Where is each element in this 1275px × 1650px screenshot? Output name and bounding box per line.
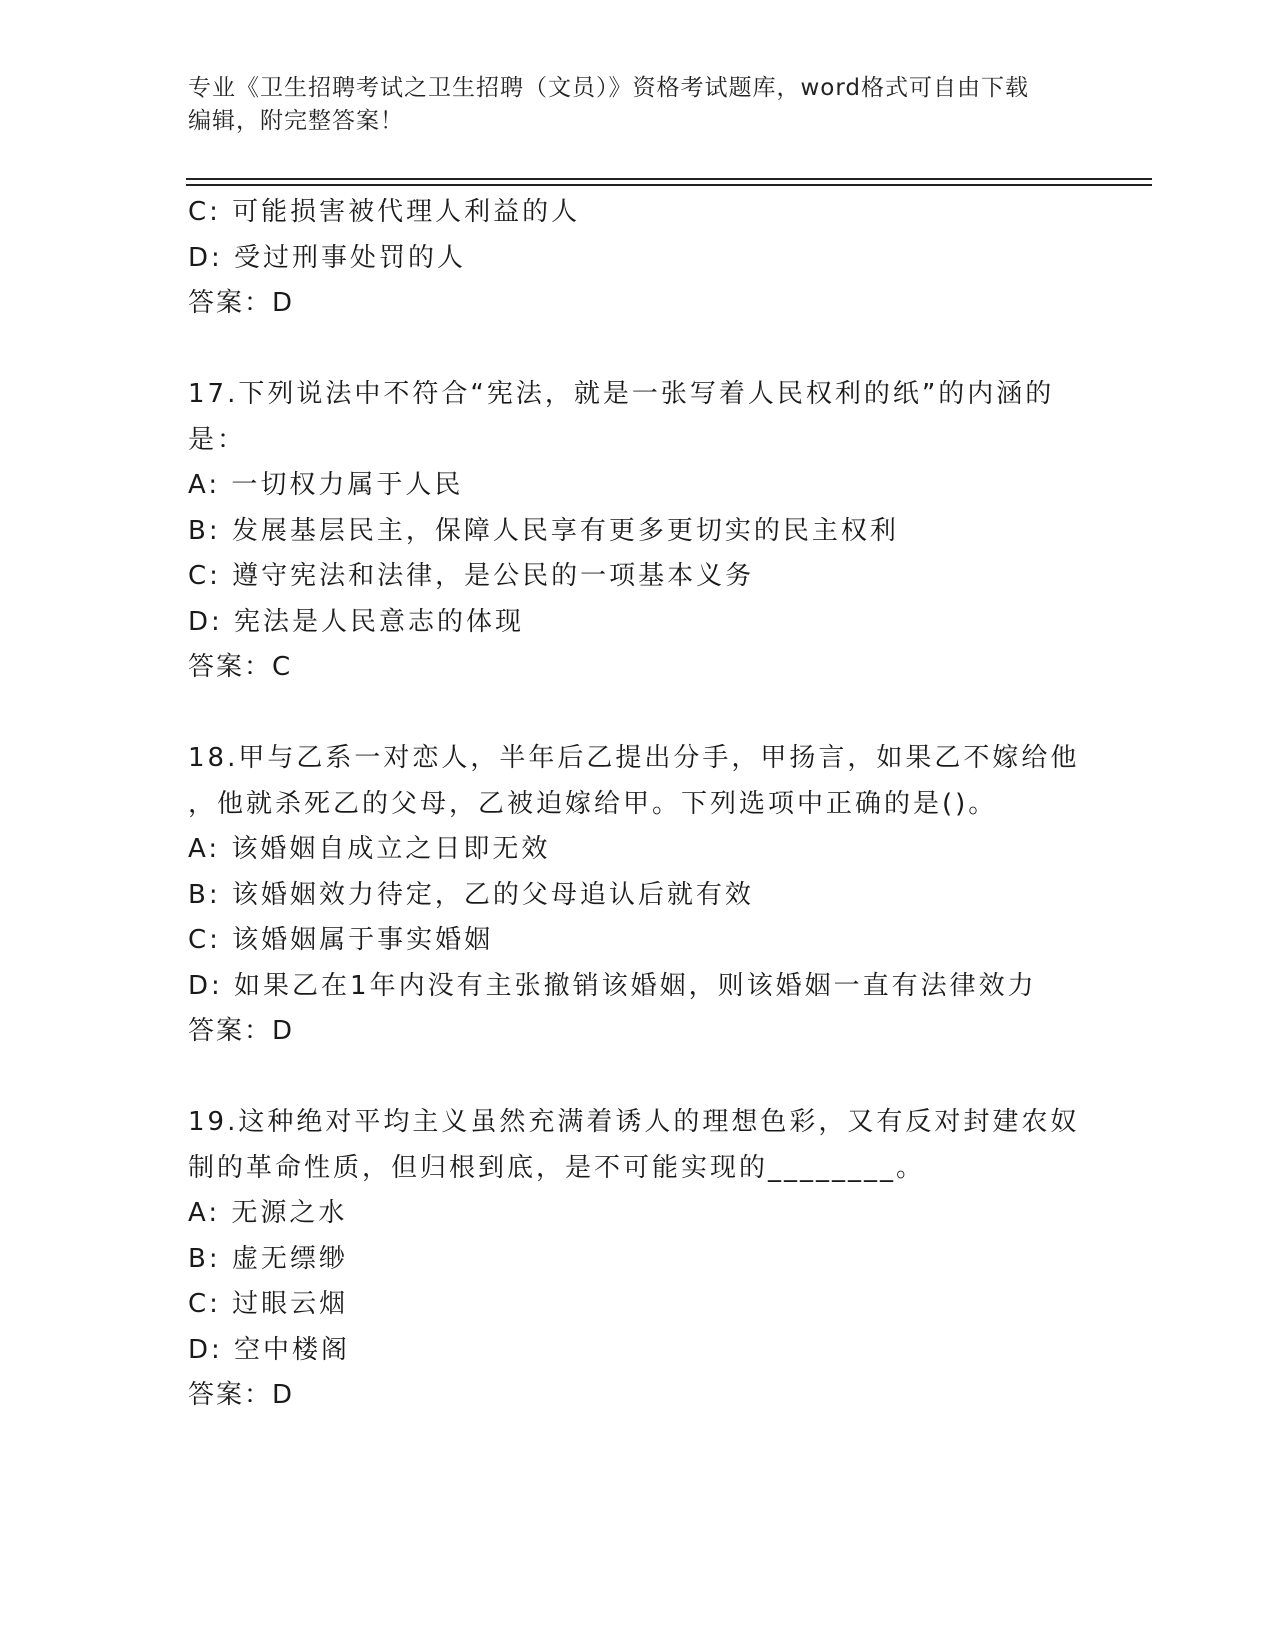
- question-stem-line: ，他就杀死乙的父母，乙被迫嫁给甲。下列选项中正确的是()。: [188, 788, 998, 819]
- option-b: B: 虚无缥缈: [188, 1243, 348, 1274]
- question-17: [188, 372, 1088, 691]
- document-header: [188, 72, 1088, 138]
- option-d: D: 宪法是人民意志的体现: [188, 606, 525, 637]
- header-line-2: 编辑，附完整答案！: [188, 108, 404, 134]
- header-divider-bottom: [186, 184, 1152, 186]
- question-stem-line: 18.甲与乙系一对恋人，半年后乙提出分手，甲扬言，如果乙不嫁给他: [188, 743, 1080, 773]
- document-body: [188, 190, 1088, 1419]
- option-d: D: 空中楼阁: [188, 1334, 351, 1365]
- option-a: A: 无源之水: [188, 1198, 348, 1228]
- option-c: C: 过眼云烟: [188, 1289, 349, 1319]
- option-d: D: 受过刑事处罚的人: [188, 242, 467, 273]
- header-divider-top: [186, 178, 1152, 180]
- option-a: A: 该婚姻自成立之日即无效: [188, 834, 551, 864]
- answer: 答案：C: [188, 652, 293, 682]
- option-d: D: 如果乙在1年内没有主张撤销该婚姻，则该婚姻一直有法律效力: [188, 970, 1037, 1001]
- question-stem-line: 制的革命性质，但归根到底，是不可能实现的________。: [188, 1152, 926, 1183]
- option-b: B: 发展基层民主，保障人民享有更多更切实的民主权利: [188, 515, 899, 546]
- option-c: C: 可能损害被代理人利益的人: [188, 197, 581, 227]
- answer: 答案：D: [188, 288, 295, 318]
- answer: 答案：D: [188, 1380, 295, 1410]
- question-19: [188, 1100, 1088, 1419]
- question-stem-line: 17.下列说法中不符合“宪法，就是一张写着人民权利的纸”的内涵的: [188, 379, 1055, 409]
- option-a: A: 一切权力属于人民: [188, 470, 464, 500]
- header-line-1: 专业《卫生招聘考试之卫生招聘（文员）》资格考试题库，word格式可自由下载: [188, 75, 1030, 101]
- question-stem-line: 19.这种绝对平均主义虽然充满着诱人的理想色彩，又有反对封建农奴: [188, 1107, 1080, 1137]
- question-16-continued: [188, 190, 1088, 327]
- answer: 答案：D: [188, 1016, 295, 1046]
- option-c: C: 遵守宪法和法律，是公民的一项基本义务: [188, 561, 755, 591]
- question-18: [188, 736, 1088, 1055]
- option-c: C: 该婚姻属于事实婚姻: [188, 925, 494, 955]
- question-stem-line: 是：: [188, 424, 247, 455]
- option-b: B: 该婚姻效力待定，乙的父母追认后就有效: [188, 879, 754, 910]
